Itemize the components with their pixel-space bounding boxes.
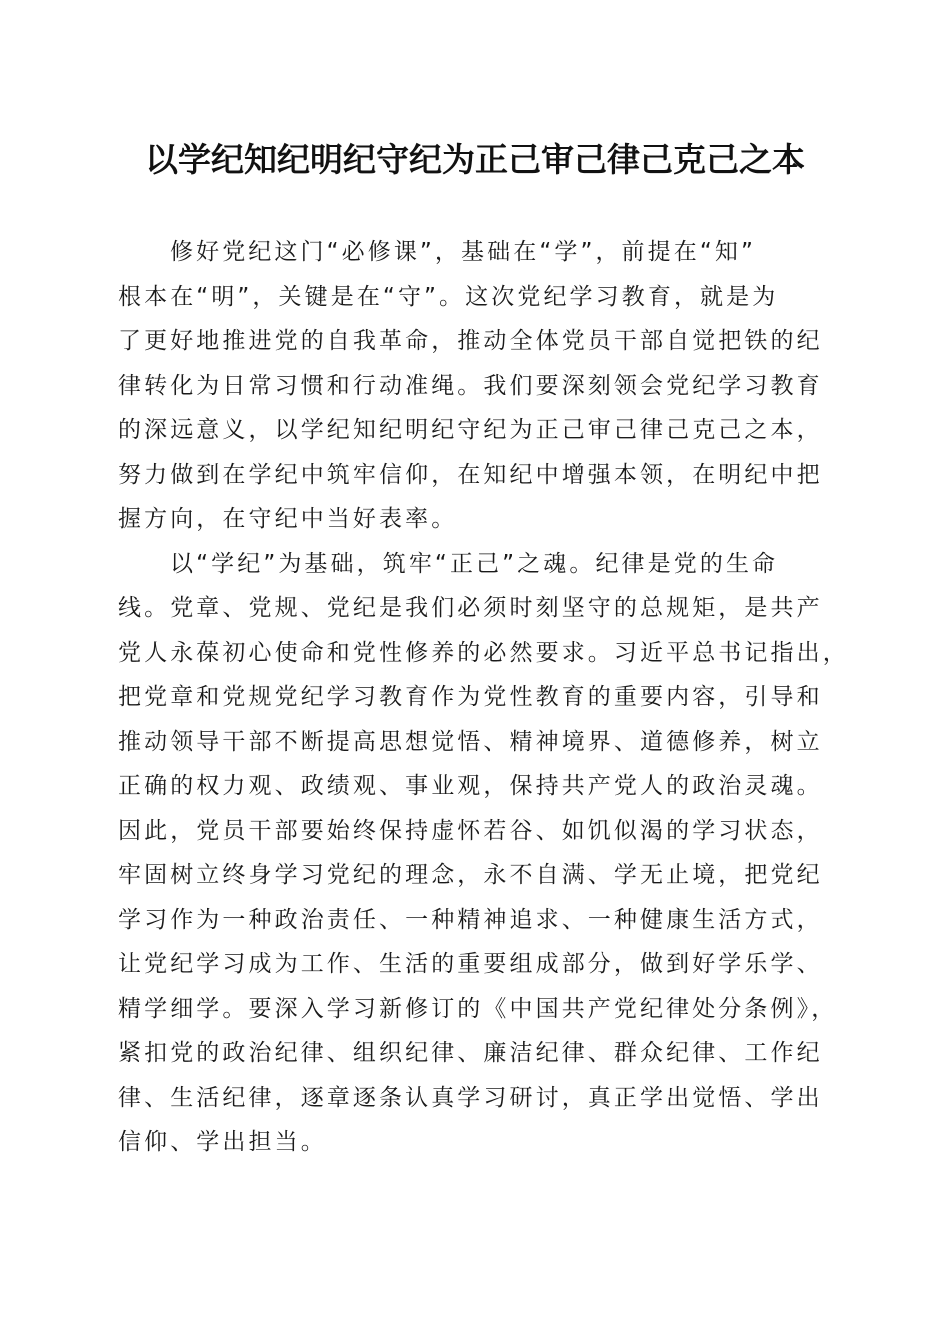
text-line: 把党章和党规党纪学习教育作为党性教育的重要内容，引导和: [118, 684, 823, 710]
text-line: 精学细学。要深入学习新修订的《中国共产党纪律处分条例》，: [118, 995, 838, 1022]
text-line: 推动领导干部不断提高思想觉悟、精神境界、道德修养，树立: [118, 728, 823, 755]
text-line: 正确的权力观、政绩观、事业观，保持共产党人的政治灵魂。: [118, 773, 823, 799]
text-line: 修好党纪这门“必修课”，基础在“学”，前提在“知”: [170, 239, 756, 265]
text-line: 律转化为日常习惯和行动准绳。我们要深刻领会党纪学习教育: [118, 372, 823, 399]
document-title: 以学纪知纪明纪守纪为正己审己律己克己之本: [145, 140, 805, 179]
text-line: 以“学纪”为基础，筑牢“正己”之魂。纪律是党的生命: [170, 550, 779, 577]
text-line: 牢固树立终身学习党纪的理念，永不自满、学无止境，把党纪: [118, 862, 823, 888]
text-line: 了更好地推进党的自我革命，推动全体党员干部自觉把铁的纪: [118, 328, 823, 354]
text-line: 根本在“明”，关键是在“守”。这次党纪学习教育，就是为: [118, 283, 779, 310]
text-line: 学习作为一种政治责任、一种精神追求、一种健康生活方式，: [118, 906, 823, 933]
text-line: 紧扣党的政治纪律、组织纪律、廉洁纪律、群众纪律、工作纪: [118, 1040, 823, 1066]
text-line: 握方向，在守纪中当好表率。: [118, 506, 458, 532]
text-line: 信仰、学出担当。: [118, 1129, 327, 1155]
document-body: [118, 230, 849, 1165]
text-line: 努力做到在学纪中筑牢信仰，在知纪中增强本领，在明纪中把: [118, 461, 823, 488]
text-line: 党人永葆初心使命和党性修养的必然要求。习近平总书记指出，: [118, 639, 849, 666]
text-line: 让党纪学习成为工作、生活的重要组成部分，做到好学乐学、: [118, 951, 823, 977]
text-line: 的深远意义，以学纪知纪明纪守纪为正己审己律己克己之本，: [118, 417, 823, 443]
text-line: 线。党章、党规、党纪是我们必须时刻坚守的总规矩，是共产: [118, 595, 823, 621]
text-line: 律、生活纪律，逐章逐条认真学习研讨，真正学出觉悟、学出: [118, 1084, 823, 1111]
text-line: 因此，党员干部要始终保持虚怀若谷、如饥似渴的学习状态，: [118, 817, 823, 844]
paragraph-2: [118, 542, 849, 1165]
paragraph-1: [118, 230, 838, 542]
